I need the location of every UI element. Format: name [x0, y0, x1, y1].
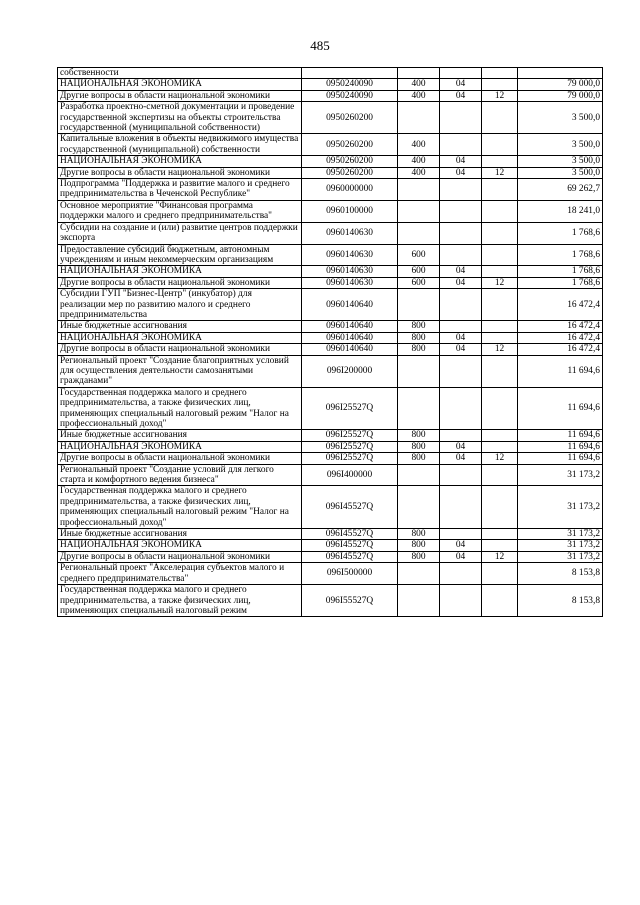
table-row [58, 540, 603, 551]
row-name: Иные бюджетные ассигнования [58, 529, 302, 540]
row-code: 096I400000 [302, 464, 398, 486]
row-subsection: 12 [482, 344, 518, 355]
row-name: Иные бюджетные ассигнования [58, 321, 302, 332]
row-expense-type [398, 355, 440, 387]
row-name: Другие вопросы в области национальной экономики [58, 167, 302, 178]
table-row [58, 355, 603, 387]
row-section [440, 464, 482, 486]
row-section: 04 [440, 332, 482, 343]
row-code: 0960140630 [302, 244, 398, 266]
row-name: Государственная поддержка малого и среднего предпринимательства, а также физических лиц, применяющих специальный налоговый режим [58, 585, 302, 617]
row-sum: 3 500,0 [518, 167, 603, 178]
row-expense-type: 800 [398, 332, 440, 343]
row-section [440, 222, 482, 244]
row-subsection: 12 [482, 453, 518, 464]
row-sum: 11 694,6 [518, 430, 603, 441]
row-subsection [482, 486, 518, 529]
row-expense-type [398, 464, 440, 486]
row-name: Государственная поддержка малого и среднего предпринимательства, а также физических лиц, применяющих специальный налоговый режим "Налог на профессиональный доход" [58, 387, 302, 430]
page-number: 485 [310, 38, 330, 53]
row-subsection [482, 430, 518, 441]
row-expense-type [398, 387, 440, 430]
row-sum: 3 500,0 [518, 102, 603, 134]
row-expense-type [398, 563, 440, 585]
table-row [58, 79, 603, 90]
row-sum: 31 173,2 [518, 486, 603, 529]
row-name: НАЦИОНАЛЬНАЯ ЭКОНОМИКА [58, 441, 302, 452]
row-expense-type [398, 486, 440, 529]
row-code: 096I200000 [302, 355, 398, 387]
row-expense-type: 800 [398, 344, 440, 355]
row-sum: 11 694,6 [518, 441, 603, 452]
row-section [440, 102, 482, 134]
row-subsection [482, 289, 518, 321]
table-row [58, 441, 603, 452]
row-code: 0960140640 [302, 332, 398, 343]
row-name: Региональный проект "Создание условий для легкого старта и комфортного ведения бизнеса" [58, 464, 302, 486]
row-expense-type: 600 [398, 244, 440, 266]
row-name: Другие вопросы в области национальной экономики [58, 453, 302, 464]
row-section [440, 486, 482, 529]
table-row [58, 90, 603, 101]
row-expense-type [398, 179, 440, 201]
row-sum: 3 500,0 [518, 156, 603, 167]
row-expense-type [398, 289, 440, 321]
row-section: 04 [440, 453, 482, 464]
table-row [58, 551, 603, 562]
row-section: 04 [440, 266, 482, 277]
table-row [58, 102, 603, 134]
row-expense-type: 400 [398, 134, 440, 156]
row-sum: 1 768,6 [518, 222, 603, 244]
row-code: 0960140630 [302, 222, 398, 244]
table-row [58, 486, 603, 529]
row-sum: 31 173,2 [518, 464, 603, 486]
row-sum: 31 173,2 [518, 529, 603, 540]
row-name: Другие вопросы в области национальной экономики [58, 344, 302, 355]
row-code: 0950260200 [302, 134, 398, 156]
row-section [440, 200, 482, 222]
row-name: Подпрограмма "Поддержка и развитие малого и среднего предпринимательства в Чеченской Республике" [58, 179, 302, 201]
row-code: 0960140640 [302, 289, 398, 321]
row-sum: 11 694,6 [518, 355, 603, 387]
row-section: 04 [440, 79, 482, 90]
row-sum: 31 173,2 [518, 540, 603, 551]
table-row [58, 585, 603, 617]
row-subsection [482, 464, 518, 486]
row-sum: 79 000,0 [518, 79, 603, 90]
row-code: 096I45527Q [302, 529, 398, 540]
row-section [440, 529, 482, 540]
row-sum: 1 768,6 [518, 244, 603, 266]
row-code: 0960100000 [302, 200, 398, 222]
row-sum: 16 472,4 [518, 344, 603, 355]
row-expense-type: 600 [398, 277, 440, 288]
row-sum: 18 241,0 [518, 200, 603, 222]
row-name: Региональный проект "Создание благоприятных условий для осуществления деятельности самозанятыми гражданами" [58, 355, 302, 387]
row-name: НАЦИОНАЛЬНАЯ ЭКОНОМИКА [58, 266, 302, 277]
row-code: 0950260200 [302, 102, 398, 134]
row-expense-type: 800 [398, 540, 440, 551]
row-subsection: 12 [482, 90, 518, 101]
row-expense-type: 600 [398, 266, 440, 277]
row-code: 0950260200 [302, 167, 398, 178]
row-name: Другие вопросы в области национальной экономики [58, 277, 302, 288]
row-code: 096I25527Q [302, 441, 398, 452]
row-name: Региональный проект "Акселерация субъектов малого и среднего предпринимательства" [58, 563, 302, 585]
row-sum: 16 472,4 [518, 332, 603, 343]
row-subsection [482, 540, 518, 551]
row-subsection [482, 266, 518, 277]
table-row [58, 464, 603, 486]
row-section [440, 321, 482, 332]
row-expense-type: 400 [398, 90, 440, 101]
row-sum: 31 173,2 [518, 551, 603, 562]
row-section [440, 68, 482, 79]
table-row [58, 453, 603, 464]
row-subsection [482, 79, 518, 90]
row-section [440, 430, 482, 441]
row-section [440, 387, 482, 430]
row-subsection: 12 [482, 167, 518, 178]
row-section [440, 355, 482, 387]
row-expense-type: 800 [398, 551, 440, 562]
row-code: 0960000000 [302, 179, 398, 201]
row-expense-type [398, 200, 440, 222]
row-name: Предоставление субсидий бюджетным, автономным учреждениям и иным некоммерческим организациям [58, 244, 302, 266]
row-expense-type [398, 102, 440, 134]
row-section: 04 [440, 167, 482, 178]
table-row [58, 344, 603, 355]
budget-table [57, 67, 603, 617]
row-name: Другие вопросы в области национальной экономики [58, 551, 302, 562]
row-name: собственности [58, 68, 302, 79]
row-sum: 11 694,6 [518, 387, 603, 430]
row-subsection [482, 244, 518, 266]
table-row [58, 321, 603, 332]
row-section: 04 [440, 156, 482, 167]
row-section: 04 [440, 540, 482, 551]
row-code [302, 68, 398, 79]
row-code: 096I45527Q [302, 551, 398, 562]
row-code: 0960140630 [302, 266, 398, 277]
row-code: 096I55527Q [302, 585, 398, 617]
row-name: Разработка проектно-сметной документации и проведение государственной экспертизы на объекты строительства государственной (муниципальной собственности) [58, 102, 302, 134]
table-row [58, 134, 603, 156]
table-row [58, 563, 603, 585]
row-subsection [482, 222, 518, 244]
row-expense-type: 800 [398, 321, 440, 332]
row-name: Капитальные вложения в объекты недвижимого имущества государственной (муниципальной) собственности [58, 134, 302, 156]
row-code: 0960140630 [302, 277, 398, 288]
row-expense-type: 800 [398, 529, 440, 540]
row-sum: 11 694,6 [518, 453, 603, 464]
row-expense-type: 400 [398, 167, 440, 178]
table-row [58, 266, 603, 277]
table-row [58, 179, 603, 201]
row-expense-type [398, 68, 440, 79]
row-sum: 69 262,7 [518, 179, 603, 201]
row-expense-type [398, 585, 440, 617]
row-sum [518, 68, 603, 79]
row-subsection [482, 156, 518, 167]
row-name: Другие вопросы в области национальной экономики [58, 90, 302, 101]
row-sum: 1 768,6 [518, 266, 603, 277]
row-code: 096I45527Q [302, 540, 398, 551]
row-section: 04 [440, 344, 482, 355]
row-code: 0950240090 [302, 79, 398, 90]
row-section [440, 585, 482, 617]
row-name: Государственная поддержка малого и среднего предпринимательства, а также физических лиц, применяющих специальный налоговый режим "Налог на профессиональный доход" [58, 486, 302, 529]
row-expense-type: 800 [398, 441, 440, 452]
row-sum: 8 153,8 [518, 585, 603, 617]
table-row [58, 156, 603, 167]
row-code: 096I25527Q [302, 430, 398, 441]
row-expense-type: 400 [398, 79, 440, 90]
row-name: Субсидии ГУП "Бизнес-Центр" (инкубатор) для реализации мер по развитию малого и среднего предпринимательства [58, 289, 302, 321]
table-row [58, 529, 603, 540]
row-name: НАЦИОНАЛЬНАЯ ЭКОНОМИКА [58, 540, 302, 551]
row-expense-type: 400 [398, 156, 440, 167]
row-sum: 1 768,6 [518, 277, 603, 288]
row-subsection [482, 387, 518, 430]
row-name: НАЦИОНАЛЬНАЯ ЭКОНОМИКА [58, 332, 302, 343]
row-section: 04 [440, 90, 482, 101]
row-code: 0960140640 [302, 321, 398, 332]
row-subsection [482, 134, 518, 156]
row-subsection [482, 355, 518, 387]
row-section [440, 563, 482, 585]
row-subsection [482, 585, 518, 617]
table-row [58, 244, 603, 266]
row-expense-type [398, 222, 440, 244]
table-row [58, 332, 603, 343]
table-row [58, 277, 603, 288]
row-subsection [482, 200, 518, 222]
table-row [58, 430, 603, 441]
row-code: 0950240090 [302, 90, 398, 101]
row-code: 096I500000 [302, 563, 398, 585]
row-code: 0950260200 [302, 156, 398, 167]
row-section [440, 244, 482, 266]
table-row [58, 387, 603, 430]
row-name: Иные бюджетные ассигнования [58, 430, 302, 441]
row-expense-type: 800 [398, 430, 440, 441]
row-section [440, 179, 482, 201]
table-row [58, 222, 603, 244]
row-subsection [482, 563, 518, 585]
row-section: 04 [440, 441, 482, 452]
row-code: 096I25527Q [302, 453, 398, 464]
row-sum: 8 153,8 [518, 563, 603, 585]
row-subsection: 12 [482, 277, 518, 288]
row-name: НАЦИОНАЛЬНАЯ ЭКОНОМИКА [58, 79, 302, 90]
row-subsection [482, 441, 518, 452]
row-code: 096I45527Q [302, 486, 398, 529]
row-section: 04 [440, 551, 482, 562]
table-row [58, 68, 603, 79]
row-subsection [482, 102, 518, 134]
row-subsection: 12 [482, 551, 518, 562]
row-sum: 3 500,0 [518, 134, 603, 156]
row-code: 0960140640 [302, 344, 398, 355]
row-subsection [482, 529, 518, 540]
row-expense-type: 800 [398, 453, 440, 464]
table-row [58, 200, 603, 222]
row-subsection [482, 321, 518, 332]
row-subsection [482, 68, 518, 79]
table-row [58, 167, 603, 178]
row-section [440, 134, 482, 156]
row-subsection [482, 332, 518, 343]
row-sum: 16 472,4 [518, 321, 603, 332]
row-name: НАЦИОНАЛЬНАЯ ЭКОНОМИКА [58, 156, 302, 167]
row-section [440, 289, 482, 321]
row-name: Основное мероприятие "Финансовая программа поддержки малого и среднего предпринимательства" [58, 200, 302, 222]
row-section: 04 [440, 277, 482, 288]
row-sum: 16 472,4 [518, 289, 603, 321]
row-name: Субсидии на создание и (или) развитие центров поддержки экспорта [58, 222, 302, 244]
row-code: 096I25527Q [302, 387, 398, 430]
table-row [58, 289, 603, 321]
row-subsection [482, 179, 518, 201]
row-sum: 79 000,0 [518, 90, 603, 101]
